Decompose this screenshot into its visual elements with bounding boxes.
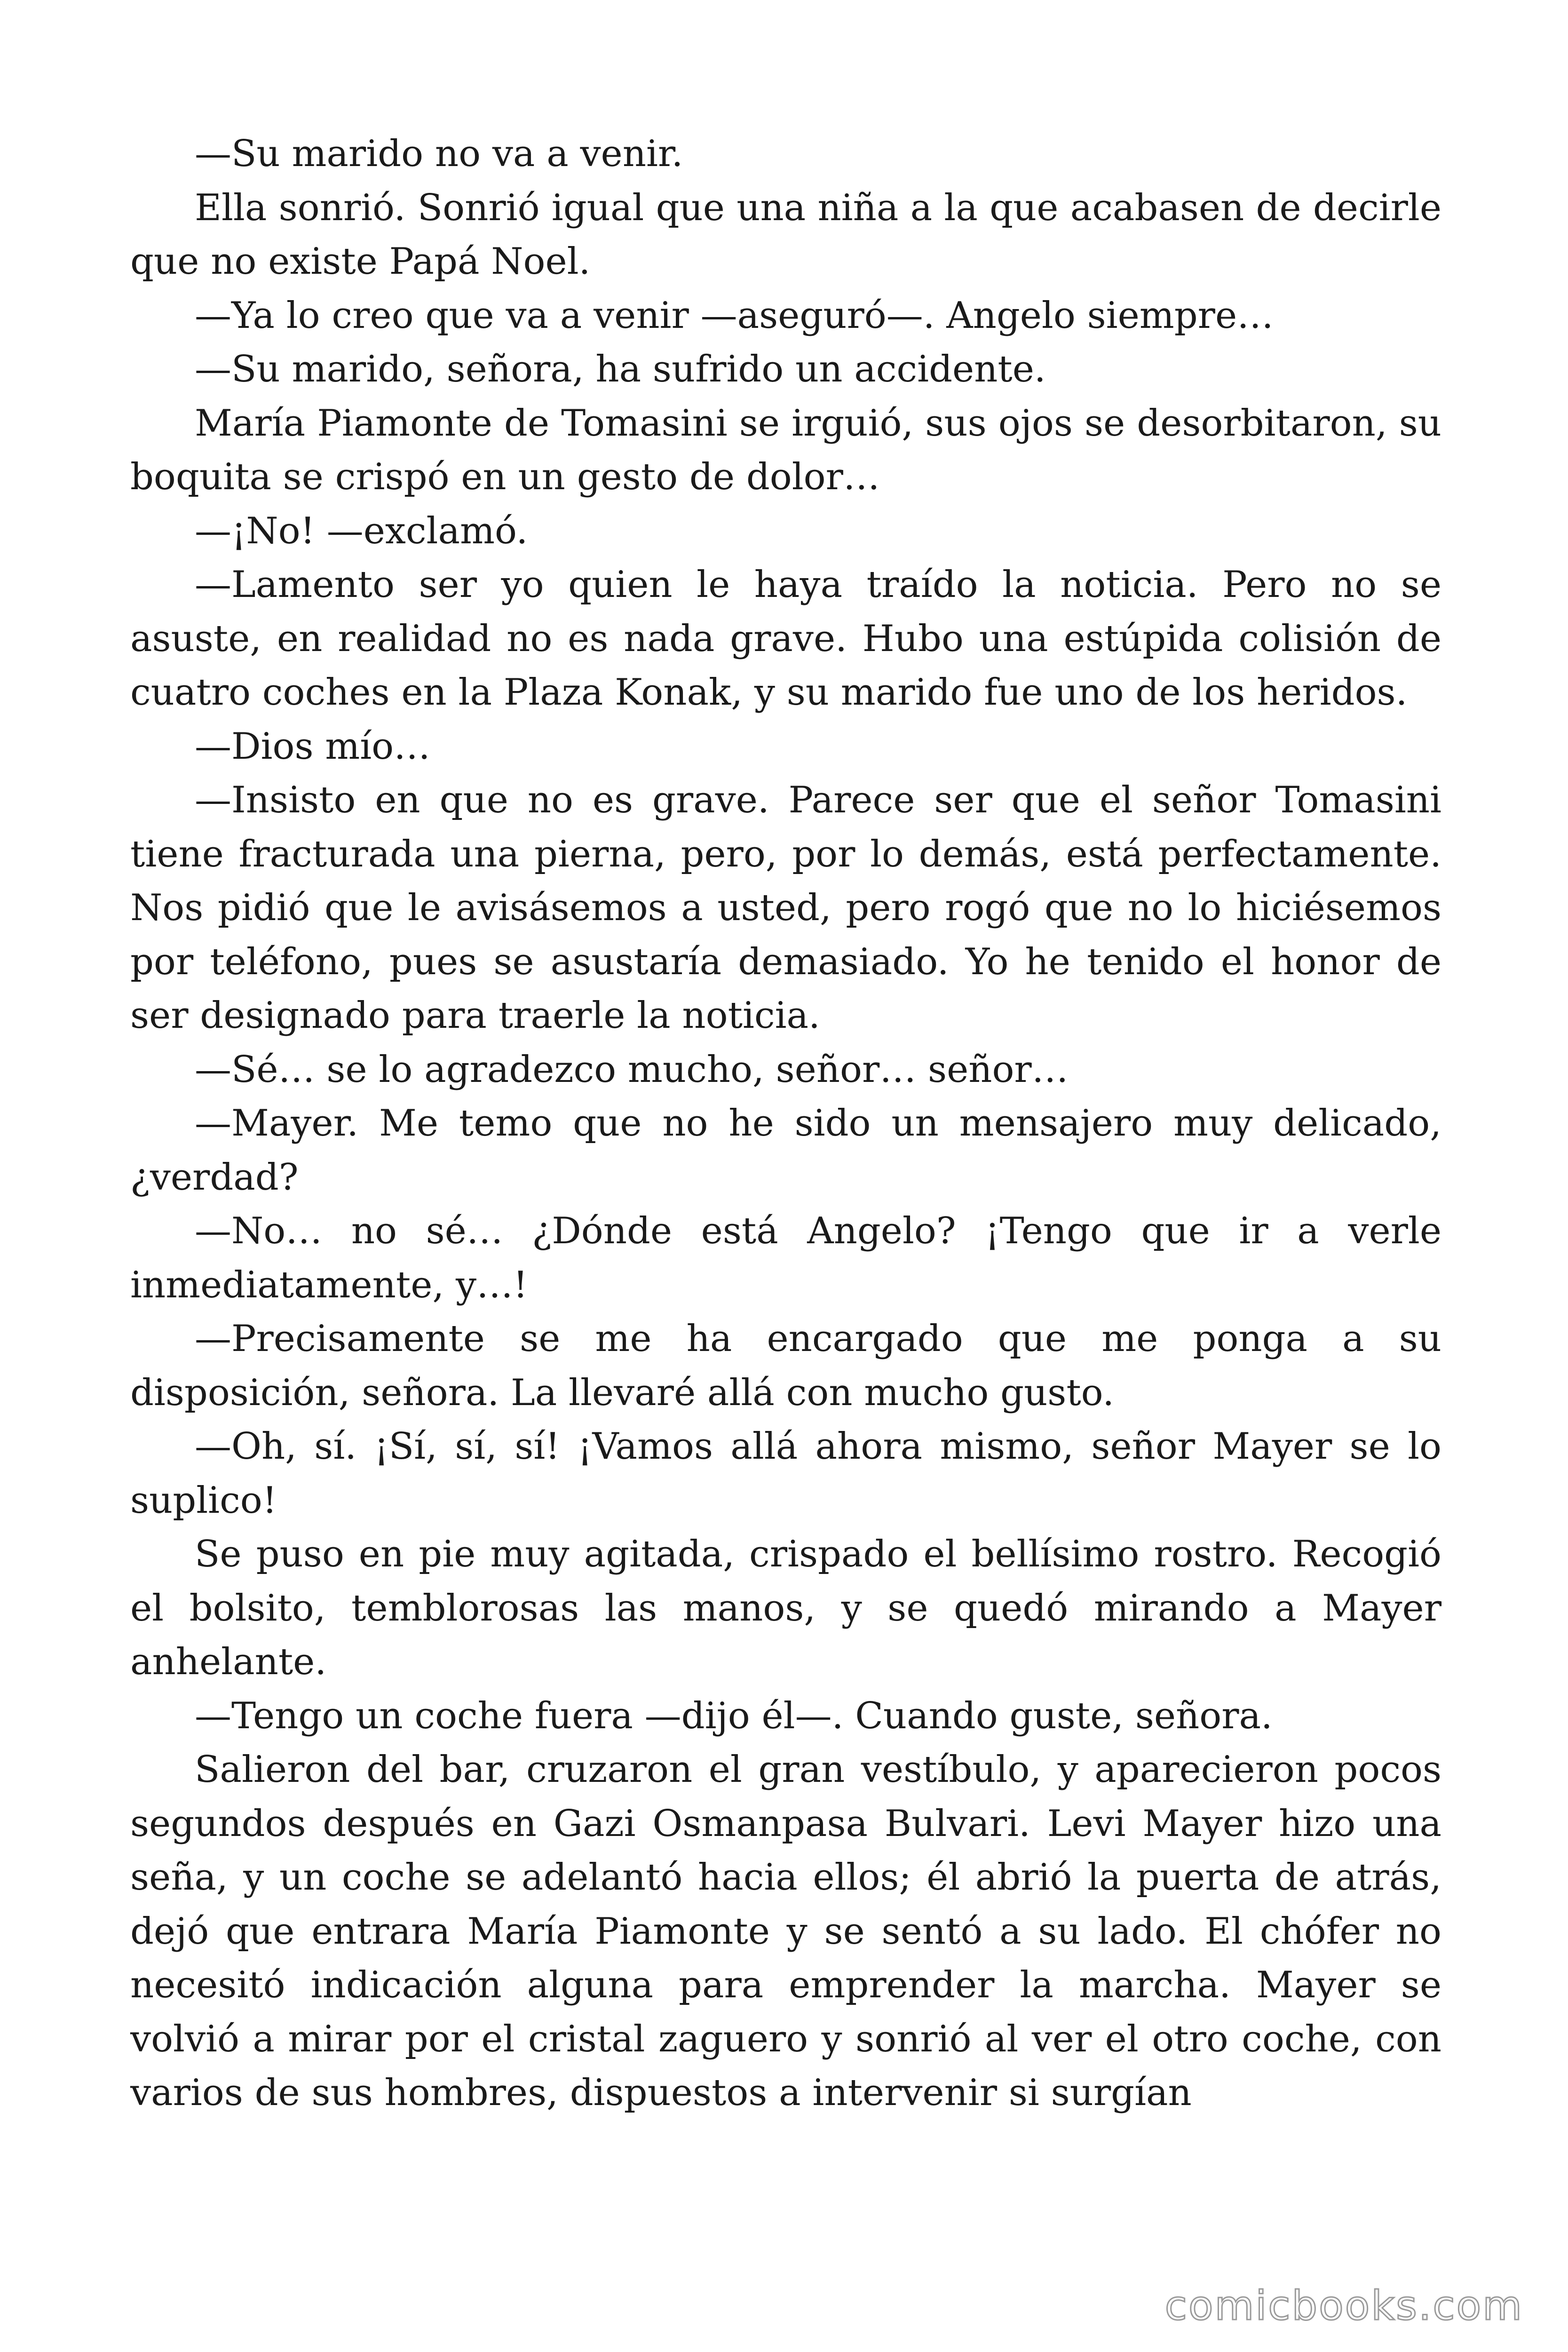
paragraph: —Lamento ser yo quien le haya traído la noticia. Pero no se asuste, en realidad no es nada grave. Hubo una estúpida colisión de cuatro coches en la Plaza Konak, y su marido fue uno de los heridos. — [130, 564, 1441, 714]
paragraph: —Su marido no va a venir. — [195, 133, 683, 175]
paragraph: Salieron del bar, cruzaron el gran vestíbulo, y aparecieron pocos segundos después en Gazi Osmanpasa Bulvari. Levi Mayer hizo una seña, y un coche se adelantó hacia ellos; él abrió la puerta de atrás, dejó que entrara María Piamonte y se sentó a su lado. El chófer no necesitó indicación alguna para emprender la marcha. Mayer se volvió a mirar por el cristal zaguero y sonrió al ver el otro coche, con varios de sus hombres, dispuestos a intervenir si surgían — [130, 1748, 1441, 2114]
paragraph: —Su marido, señora, ha sufrido un accidente. — [195, 348, 1046, 390]
paragraph: —Ya lo creo que va a venir —aseguró—. Angelo siempre… — [195, 294, 1274, 337]
body-text — [130, 127, 1441, 2120]
paragraph: Ella sonrió. Sonrió igual que una niña a la que acabasen de decirle que no existe Papá Noel. — [130, 186, 1441, 283]
paragraph: —Sé… se lo agradezco mucho, señor… señor… — [195, 1048, 1069, 1091]
paragraph: —Insisto en que no es grave. Parece ser que el señor Tomasini tiene fracturada una pierna, pero, por lo demás, está perfectamente. Nos pidió que le avisásemos a usted, pero rogó que no lo hiciésemos por teléfono, pues se asustaría demasiado. Yo he tenido el honor de ser designado para traerle la noticia. — [130, 779, 1441, 1037]
paragraph: —Tengo un coche fuera —dijo él—. Cuando guste, señora. — [195, 1694, 1273, 1737]
paragraph: —Precisamente se me ha encargado que me ponga a su disposición, señora. La llevaré allá con mucho gusto. — [130, 1318, 1441, 1414]
paragraph: —No… no sé… ¿Dónde está Angelo? ¡Tengo que ir a verle inmediatamente, y…! — [130, 1210, 1441, 1306]
watermark-text: comicbooks.com — [1164, 2282, 1523, 2329]
paragraph: María Piamonte de Tomasini se irguió, sus ojos se desorbitaron, su boquita se crispó en un gesto de dolor… — [130, 402, 1441, 498]
paragraph: —Mayer. Me temo que no he sido un mensajero muy delicado, ¿verdad? — [130, 1102, 1441, 1199]
paragraph: —¡No! —exclamó. — [195, 509, 528, 552]
paragraph: —Oh, sí. ¡Sí, sí, sí! ¡Vamos allá ahora mismo, señor Mayer se lo suplico! — [130, 1425, 1441, 1522]
paragraph: —Dios mío… — [195, 725, 431, 768]
paragraph: Se puso en pie muy agitada, crispado el bellísimo rostro. Recogió el bolsito, temblorosas las manos, y se quedó mirando a Mayer anhelante. — [130, 1533, 1441, 1683]
